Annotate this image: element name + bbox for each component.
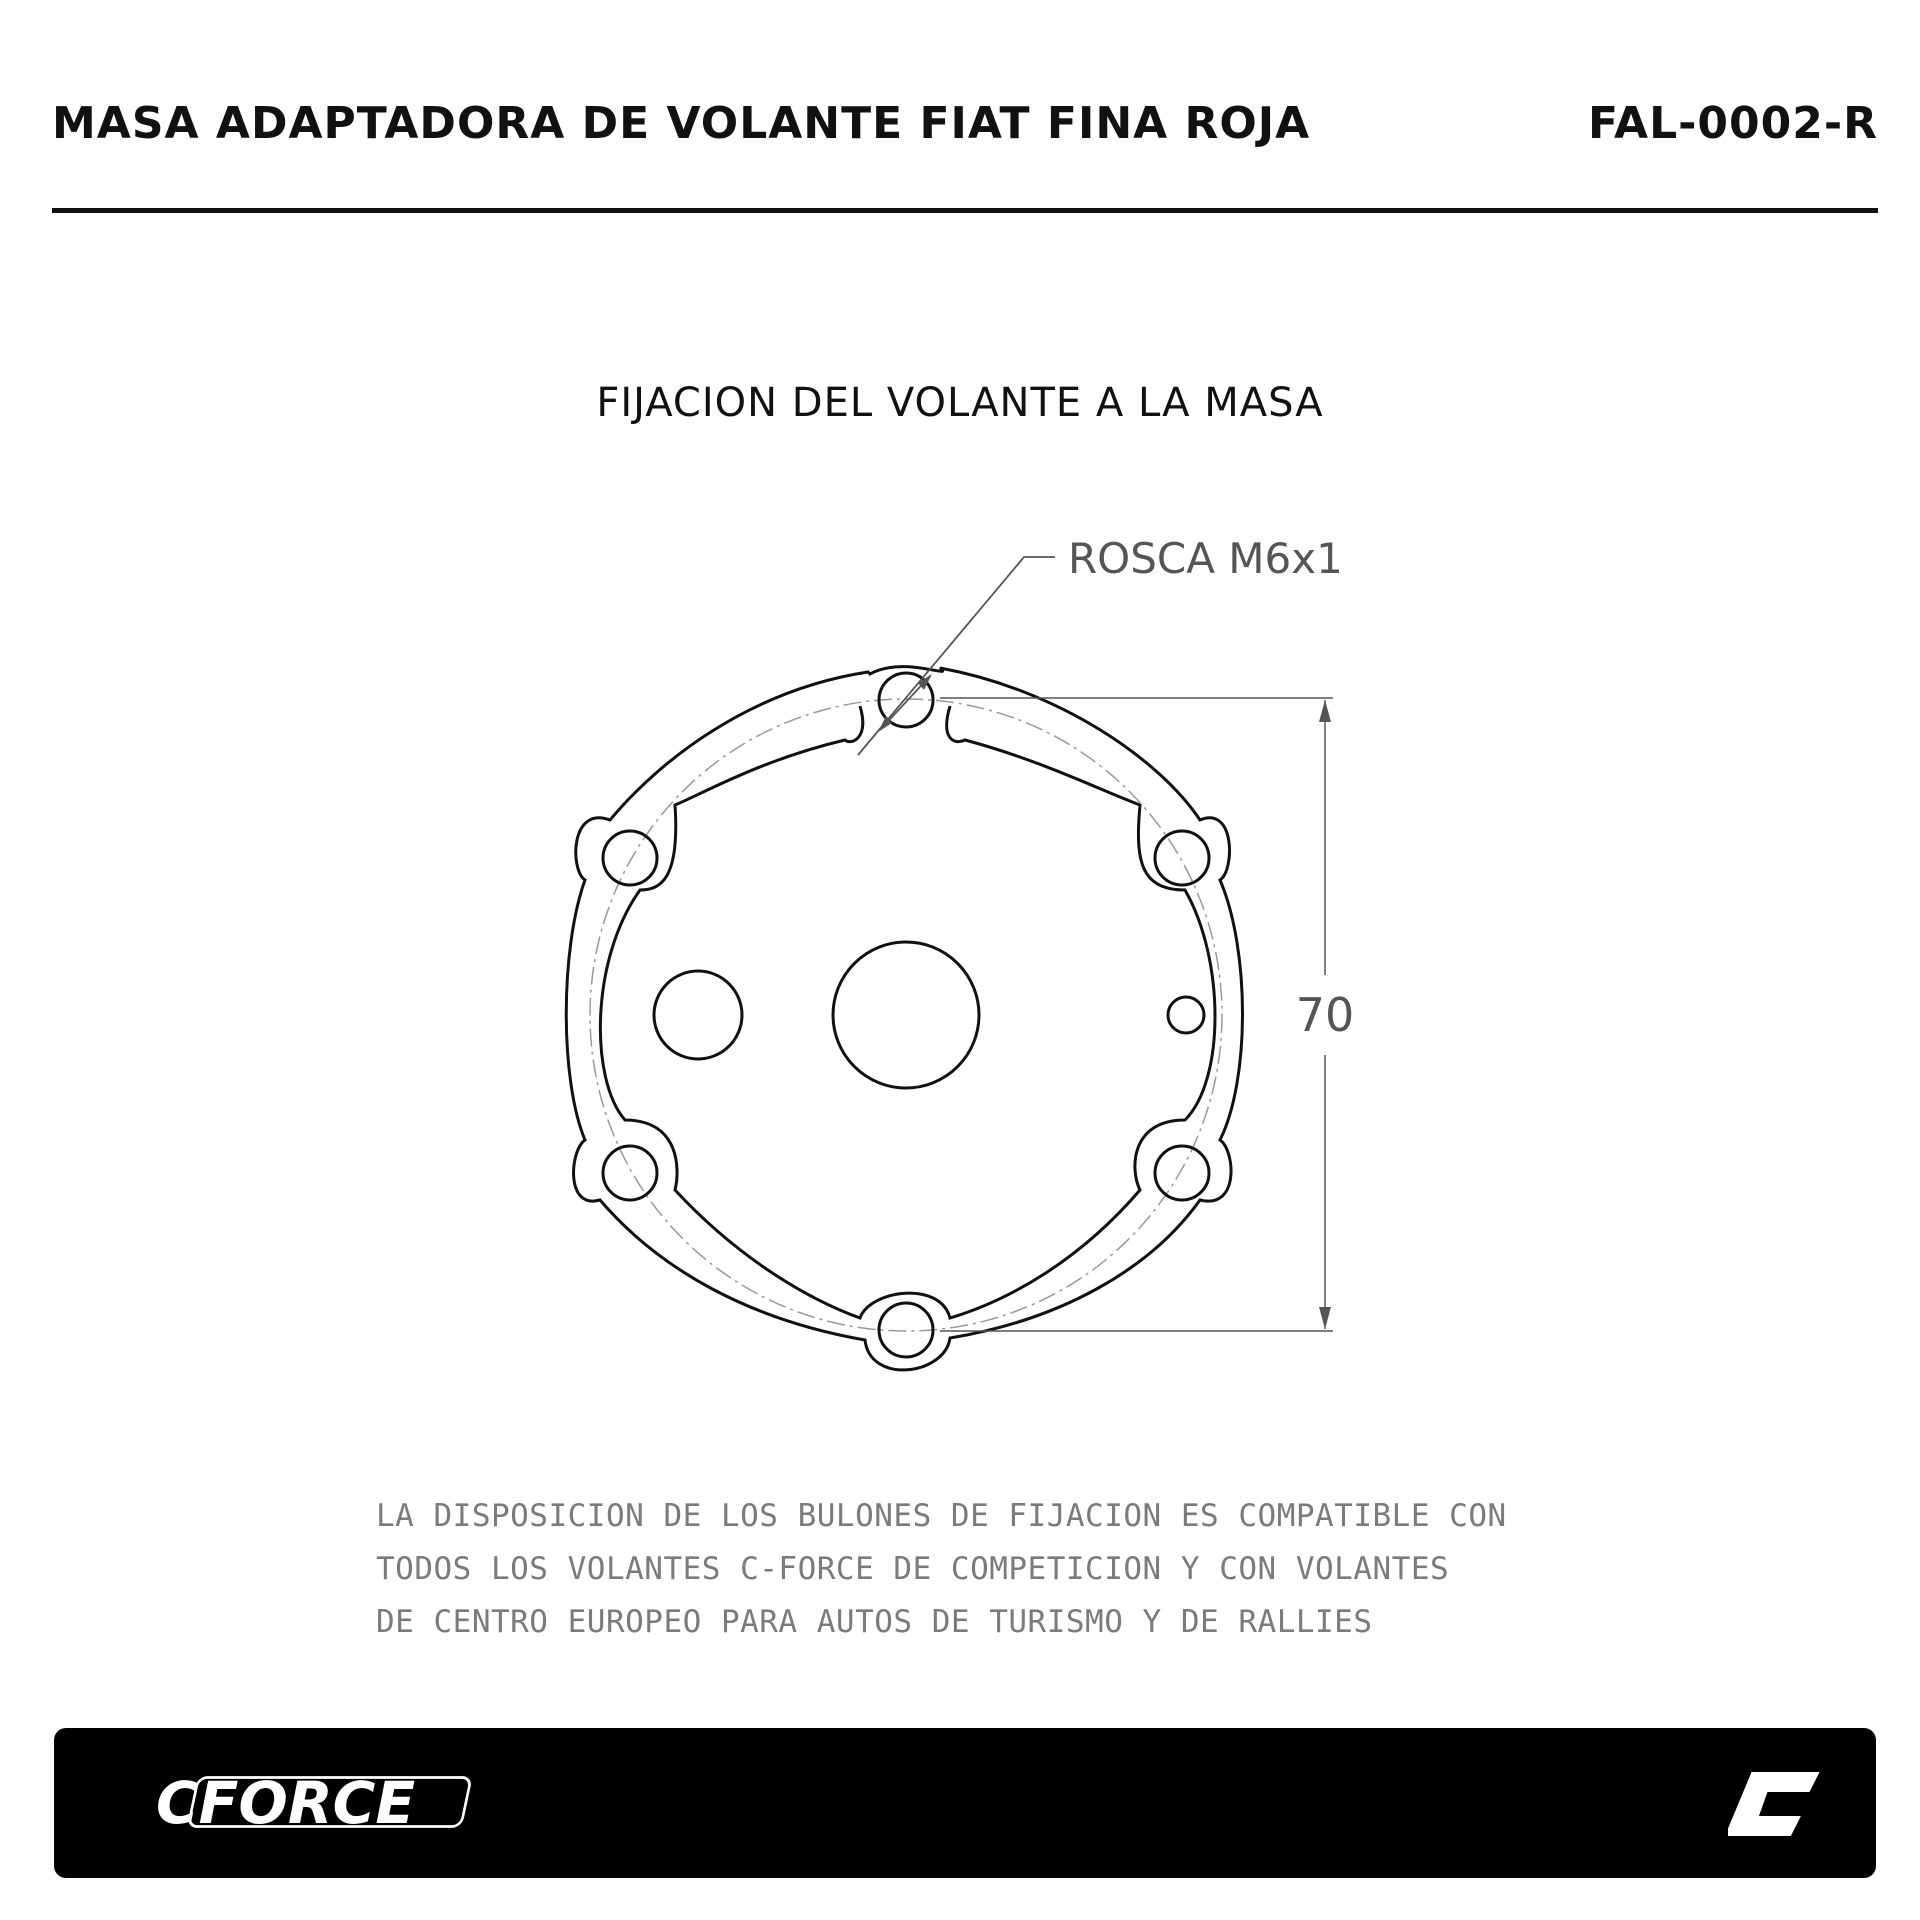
hub-outer-outline bbox=[566, 667, 1242, 1370]
center-bore bbox=[833, 942, 979, 1088]
pin-hole-right bbox=[1168, 997, 1204, 1033]
dim-arrow-top bbox=[1319, 700, 1331, 722]
page-title: MASA ADAPTADORA DE VOLANTE FIAT FINA ROJA bbox=[52, 98, 1311, 149]
compatibility-note bbox=[376, 1490, 1596, 1649]
cforce-brand-logo bbox=[136, 1772, 496, 1832]
side-hole-left bbox=[654, 971, 742, 1059]
bolt-hole-lower-left bbox=[603, 1146, 657, 1200]
dim-arrow-bottom bbox=[1319, 1307, 1331, 1329]
note-line: DE CENTRO EUROPEO PARA AUTOS DE TURISMO Y DE RALLIES bbox=[376, 1604, 1373, 1640]
bolt-pitch-circle bbox=[590, 699, 1222, 1331]
section-title: FIJACION DEL VOLANTE A LA MASA bbox=[596, 380, 1324, 426]
bolt-hole-upper-left bbox=[603, 831, 657, 885]
bolt-hole-upper-right bbox=[1155, 831, 1209, 885]
dimension-label: 70 bbox=[1295, 988, 1355, 1042]
product-code: FAL-0002-R bbox=[1588, 98, 1878, 149]
svg-text:CFORCE: CFORCE bbox=[156, 1772, 416, 1832]
c-force-logo-icon bbox=[1728, 1768, 1828, 1840]
note-line: TODOS LOS VOLANTES C-FORCE DE COMPETICION Y CON VOLANTES bbox=[376, 1551, 1450, 1587]
footer-bar bbox=[54, 1728, 1876, 1878]
note-line: LA DISPOSICION DE LOS BULONES DE FIJACION ES COMPATIBLE CON bbox=[376, 1498, 1507, 1534]
thread-label: ROSCA M6x1 bbox=[1068, 534, 1343, 583]
hub-inner-outline bbox=[600, 706, 1215, 1318]
bolt-hole-lower-right bbox=[1155, 1146, 1209, 1200]
